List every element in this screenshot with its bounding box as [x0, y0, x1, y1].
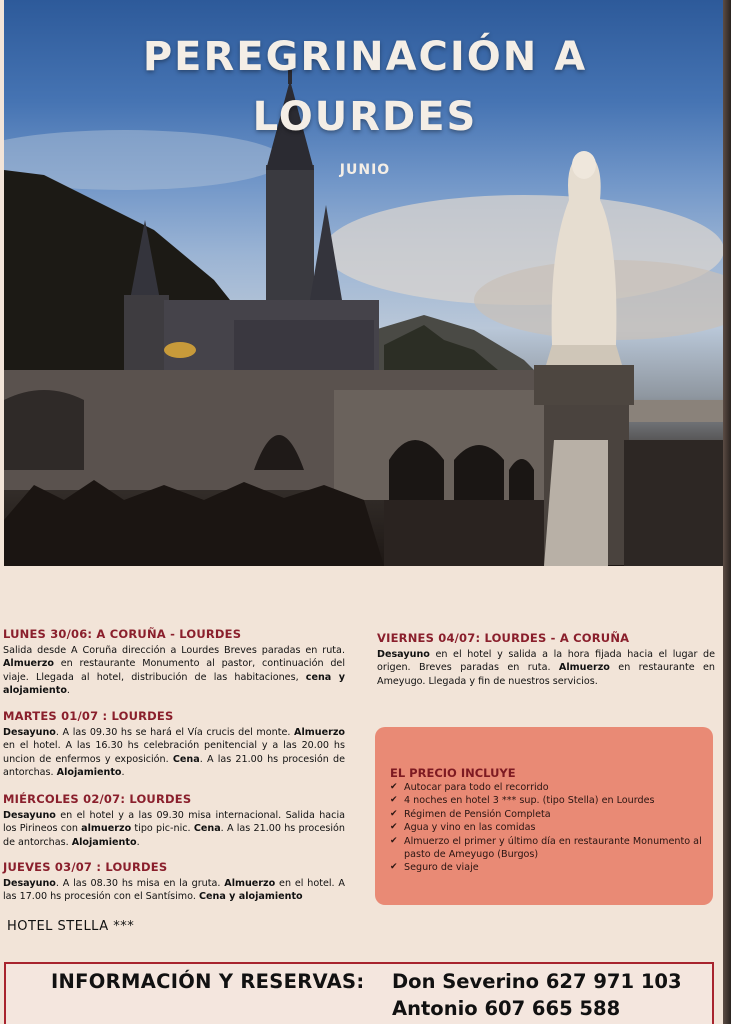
bold-text-run: Desayuno — [3, 726, 56, 738]
hero-photo — [4, 0, 726, 566]
bold-text-run: Almuerzo — [294, 726, 345, 738]
text-run: . — [66, 685, 70, 696]
day-wednesday — [3, 793, 345, 849]
check-icon: ✔ — [390, 795, 398, 806]
check-icon: ✔ — [390, 862, 398, 873]
poster-title-line-2: LOURDES — [252, 94, 478, 140]
day-heading: MARTES 01/07 : LOURDES — [3, 709, 174, 723]
day-description — [3, 726, 345, 780]
price-item-text: Autocar para todo el recorrido — [404, 782, 549, 793]
text-run: en restaurante Monumento al pastor, continuación del viaje. Llegada al hotel, distribución de las habitaciones, — [3, 658, 345, 683]
day-description — [3, 809, 345, 850]
poster-title-line-1: PEREGRINACIÓN A — [142, 34, 588, 80]
text-run: en el hotel y salida a la hora fijada hacia el lugar de origen. Breves paradas en ruta. — [377, 648, 715, 673]
info-reservations-box — [4, 962, 714, 1024]
price-item — [390, 835, 705, 862]
poster-month: JUNIO — [339, 162, 391, 178]
text-run: . A las 09.30 hs se hará el Vía crucis del monte. — [55, 726, 295, 738]
bold-text-run: Cena — [172, 753, 200, 765]
price-heading: EL PRECIO INCLUYE — [390, 766, 516, 780]
bold-text-run: cena y alojamiento — [3, 671, 345, 696]
bold-text-run: Desayuno — [377, 648, 430, 660]
text-run: . A las 21.00 hs procesión de antorchas. — [3, 753, 345, 778]
check-icon: ✔ — [390, 822, 398, 833]
day-heading: JUEVES 03/07 : LOURDES — [3, 860, 168, 874]
price-item-text: Almuerzo el primer y último día en restaurante Monumento al pasto de Ameyugo (Burgos) — [404, 835, 702, 861]
bold-text-run: Desayuno — [3, 877, 56, 889]
price-item-text: Seguro de viaje — [404, 862, 479, 874]
text-run: . A las 21.00 hs procesión de antorchas. — [3, 823, 345, 848]
bold-text-run: Almuerzo — [558, 662, 610, 673]
price-item-text: Agua y vino en las comidas — [404, 822, 536, 834]
hotel-name: HOTEL STELLA *** — [7, 919, 135, 934]
page-edge-shadow — [723, 0, 731, 1024]
text-run: . — [121, 767, 125, 778]
price-item-text: 4 noches en hotel 3 *** sup. (tipo Stella) en Lourdes — [404, 795, 655, 807]
bold-text-run: Alojamiento — [56, 767, 122, 778]
text-run: tipo pic-nic. — [131, 823, 194, 834]
price-item — [390, 781, 705, 794]
bold-text-run: Alojamiento — [71, 836, 137, 848]
day-description — [377, 648, 715, 689]
basilica-illustration — [4, 0, 726, 566]
day-heading: LUNES 30/06: A CORUÑA - LOURDES — [3, 627, 242, 641]
price-item — [390, 794, 705, 807]
price-items-list — [390, 781, 705, 875]
price-item — [390, 861, 705, 874]
day-heading: VIERNES 04/07: LOURDES - A CORUÑA — [377, 631, 630, 645]
text-run: Salida desde A Coruña dirección a Lourdes Breves paradas en ruta. — [3, 644, 345, 656]
info-label: INFORMACIÓN Y RESERVAS: — [51, 970, 365, 993]
contact-antonio: Antonio 607 665 588 — [392, 997, 621, 1020]
price-item-text: Régimen de Pensión Completa — [404, 808, 551, 820]
bold-text-run: Almuerzo — [3, 658, 54, 669]
price-item — [390, 808, 705, 821]
text-run: en el hotel. A las 17.00 hs procesión con el Santísimo. — [3, 877, 345, 902]
check-icon: ✔ — [390, 782, 398, 792]
check-icon: ✔ — [390, 808, 398, 819]
day-heading: MIÉRCOLES 02/07: LOURDES — [3, 792, 192, 806]
bold-text-run: Desayuno — [3, 809, 56, 821]
day-description — [3, 644, 345, 698]
text-run: en el hotel. A las 16.30 hs celebración penitencial y a las 20.00 hs uncion de enfermos y exposición. — [3, 740, 345, 765]
text-run: en restaurante en Ameyugo. Llegada y fin de nuestros servicios. — [377, 662, 715, 687]
bold-text-run: almuerzo — [81, 823, 132, 834]
day-thursday — [3, 861, 345, 904]
bold-text-run: Cena y alojamiento — [198, 891, 303, 902]
check-icon: ✔ — [390, 835, 398, 846]
day-tuesday — [3, 710, 345, 780]
price-includes-box — [375, 727, 713, 905]
text-run: en el hotel y a las 09.30 misa internacional. Salida hacia los Pirineos con — [3, 809, 345, 834]
bold-text-run: Almuerzo — [224, 877, 276, 889]
price-item — [390, 821, 705, 834]
day-description — [3, 877, 345, 904]
bold-text-run: Cena — [193, 823, 221, 834]
text-run: . A las 08.30 hs misa en la gruta. — [55, 877, 225, 889]
text-run: . — [136, 836, 140, 848]
contact-severino: Don Severino 627 971 103 — [392, 970, 682, 993]
day-friday — [377, 632, 715, 688]
day-monday — [3, 628, 345, 698]
